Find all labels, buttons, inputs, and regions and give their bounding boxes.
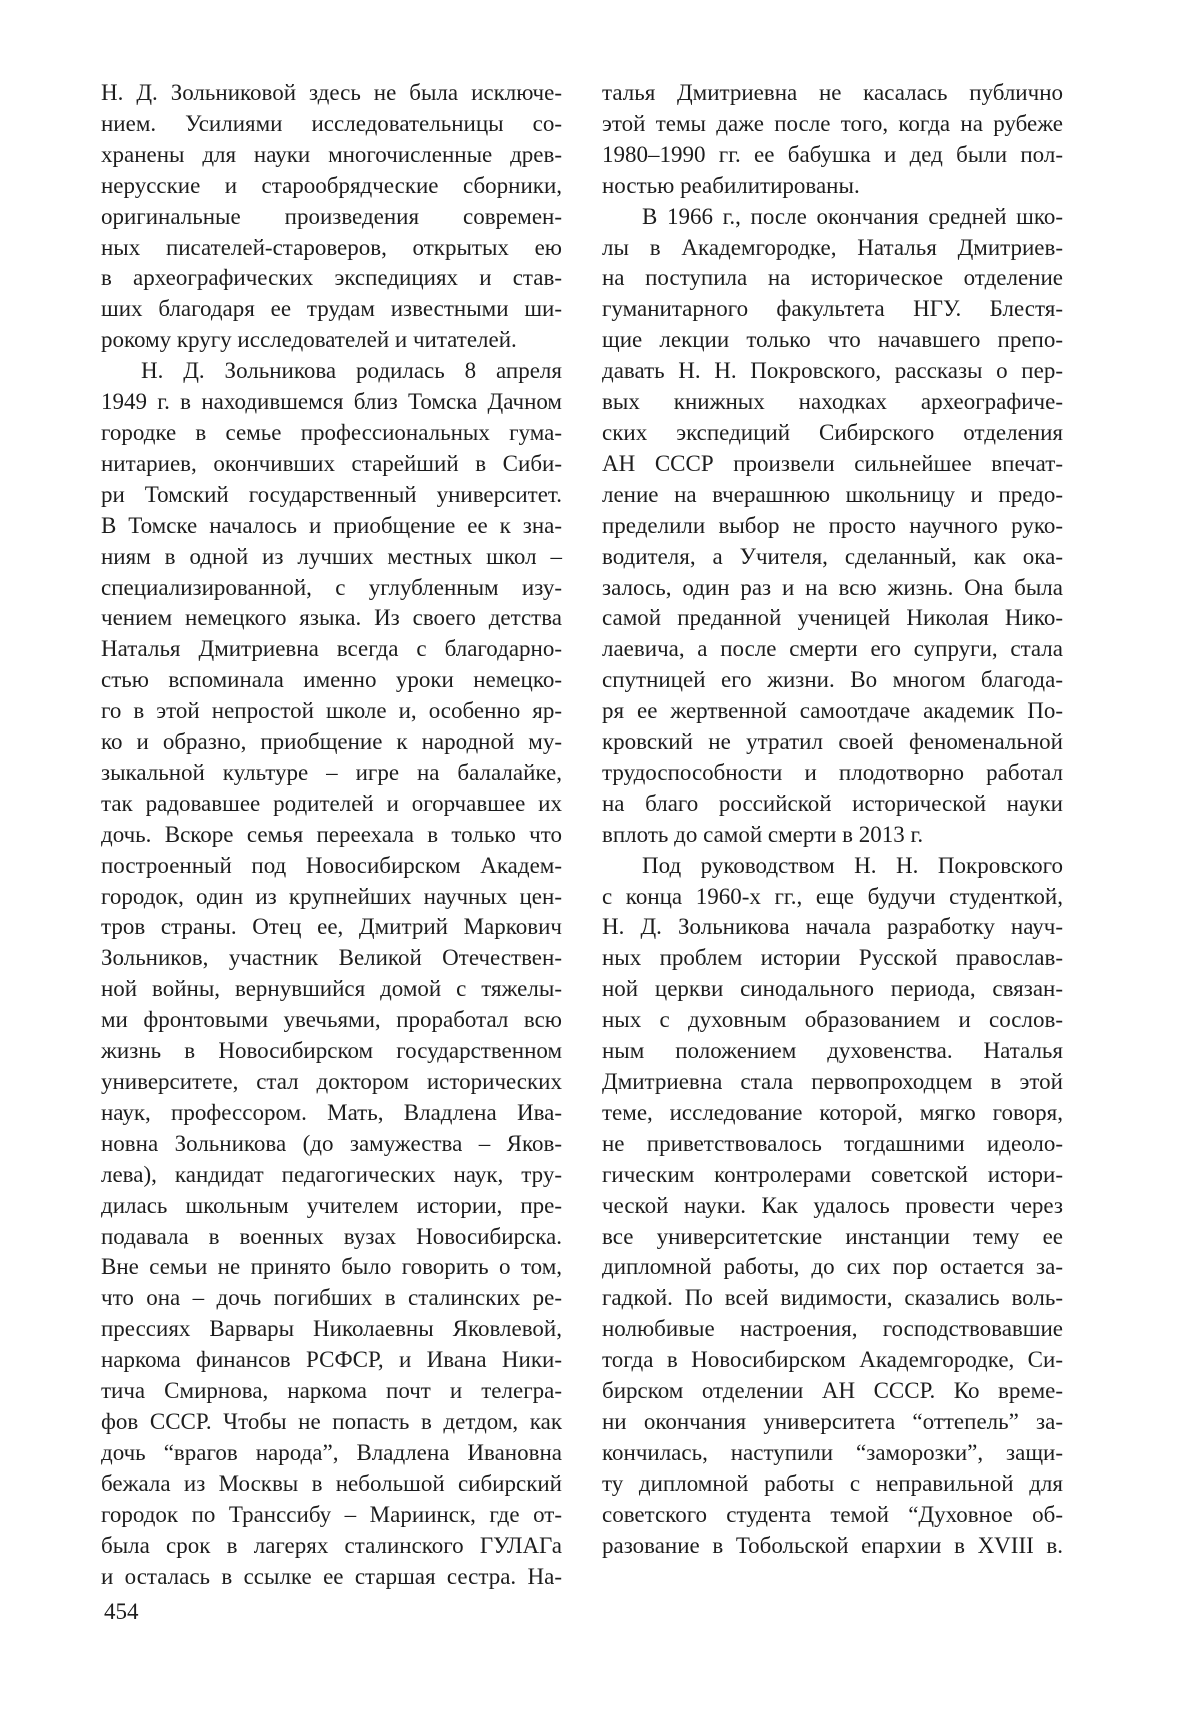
page-number: 454 <box>104 1599 139 1624</box>
text-line: хранены для науки многочисленные древ- <box>101 141 562 167</box>
text-line: ри Томский государственный университет. <box>101 481 562 507</box>
text-line: теме, исследование которой, мягко говоря, <box>602 1099 1063 1125</box>
text-column-right <box>602 78 1063 1592</box>
text-line: дочь. Вскоре семья переехала в только что <box>101 821 562 847</box>
text-line: городок по Транссибу – Мариинск, где от- <box>101 1501 562 1527</box>
text-line: В Томске началось и приобщение ее к зна- <box>101 512 562 538</box>
text-line: Наталья Дмитриевна всегда с благодарно- <box>101 636 562 662</box>
text-line: разование в Тобольской епархии в XVIII в. <box>602 1532 1063 1558</box>
text-line: с конца 1960-х гг., еще будучи студенткой, <box>602 883 1063 909</box>
text-line: Н. Д. Зольникова родилась 8 апреля <box>141 358 562 384</box>
text-line: кровский не утратил своей феноменальной <box>602 729 1063 755</box>
text-line: щие лекции только что начавшего препо- <box>602 327 1063 353</box>
text-line: университете, стал доктором исторических <box>101 1069 562 1094</box>
text-line: В 1966 г., после окончания средней шко- <box>642 203 1063 229</box>
text-line: АН СССР произвели сильнейшее впечат- <box>602 450 1063 476</box>
text-line: ту дипломной работы с неправильной для <box>602 1470 1063 1496</box>
text-line: ной войны, вернувшийся домой с тяжелы- <box>101 976 562 1002</box>
text-line: вплоть до самой смерти в 2013 г. <box>602 821 924 847</box>
text-line: ских экспедиций Сибирского отделения <box>602 419 1063 445</box>
text-line: ным положением духовенства. Наталья <box>602 1038 1063 1064</box>
text-line: не приветствовалось тогдашними идеоло- <box>602 1130 1063 1156</box>
text-line: городок, один из крупнейших научных цен- <box>101 883 562 909</box>
text-line: Зольников, участник Великой Отечествен- <box>101 945 562 971</box>
text-line: Н. Д. Зольникова начала разработку науч- <box>602 914 1063 940</box>
text-line: стью вспоминала именно уроки немецко- <box>101 667 562 693</box>
text-line: нитариев, окончивших старейший в Сиби- <box>101 450 562 476</box>
text-columns <box>101 78 1063 1592</box>
text-line: лаевича, а после смерти его супруги, стала <box>602 636 1063 662</box>
text-line: ных писателей-староверов, открытых ею <box>101 234 562 260</box>
text-line: наук, профессором. Мать, Владлена Ива- <box>101 1099 562 1125</box>
text-line: 1949 г. в находившемся близ Томска Дачном <box>101 389 562 415</box>
text-line: городке в семье профессиональных гума- <box>101 419 562 445</box>
text-line: тров страны. Отец ее, Дмитрий Маркович <box>101 914 562 940</box>
text-line: дипломной работы, до сих пор остается за- <box>602 1254 1063 1280</box>
text-line: зыкальной культуре – игре на балалайке, <box>101 759 562 785</box>
text-line: Дмитриевна стала первопроходцем в этой <box>602 1069 1063 1094</box>
text-line: ностью реабилитированы. <box>602 172 860 198</box>
text-line: нерусские и старообрядческие сборники, <box>101 172 562 198</box>
text-line: тича Смирнова, наркома почт и телегра- <box>101 1378 562 1404</box>
text-line: пределили выбор не просто научного руко- <box>602 512 1063 538</box>
text-line: что она – дочь погибших в сталинских ре- <box>101 1285 562 1311</box>
text-line: нием. Усилиями исследовательницы со- <box>101 110 562 136</box>
text-line: ря ее жертвенной самоотдаче академик По- <box>602 698 1063 724</box>
text-line: на поступила на историческое отделение <box>602 265 1063 291</box>
text-line: бирском отделении АН СССР. Ко време- <box>602 1378 1063 1404</box>
text-line: спутницей его жизни. Во многом благода- <box>602 667 1063 693</box>
text-line: на благо российской исторической науки <box>602 790 1063 816</box>
text-line: ческой науки. Как удалось провести через <box>602 1192 1063 1218</box>
text-line: подавала в военных вузах Новосибирска. <box>101 1223 562 1249</box>
text-line: ни окончания университета “оттепель” за- <box>602 1408 1063 1434</box>
text-line: фов СССР. Чтобы не попасть в детдом, как <box>101 1408 562 1434</box>
text-line: все университетские инстанции тему ее <box>602 1223 1063 1249</box>
text-line: ление на вчерашнюю школьницу и предо- <box>602 481 1063 507</box>
text-line: залось, один раз и на всю жизнь. Она была <box>602 574 1063 600</box>
text-line: нолюбивые настроения, господствовавшие <box>602 1316 1063 1342</box>
text-line: дилась школьным учителем истории, пре- <box>101 1192 562 1218</box>
text-line: и осталась в ссылке ее старшая сестра. На- <box>101 1563 562 1589</box>
text-line: специализированной, с углубленным изу- <box>101 574 562 600</box>
text-line: кончилась, наступили “заморозки”, защи- <box>602 1439 1063 1465</box>
text-line: оригинальные произведения современ- <box>101 203 562 229</box>
text-line: трудоспособности и плодотворно работал <box>602 759 1063 785</box>
text-line: ниям в одной из лучших местных школ – <box>101 543 562 569</box>
text-line: была срок в лагерях сталинского ГУЛАГа <box>101 1532 562 1558</box>
text-line: бежала из Москвы в небольшой сибирский <box>101 1470 562 1496</box>
text-line: прессиях Варвары Николаевны Яковлевой, <box>101 1316 562 1342</box>
text-line: лева), кандидат педагогических наук, тру- <box>101 1161 562 1187</box>
text-line: вых книжных находках археографиче- <box>602 389 1063 415</box>
text-line: самой преданной ученицей Николая Нико- <box>602 605 1063 631</box>
text-line: тогда в Новосибирском Академгородке, Си- <box>602 1347 1063 1373</box>
text-line: гическим контролерами советской истори- <box>602 1161 1063 1187</box>
text-line: ных проблем истории Русской православ- <box>602 945 1063 971</box>
text-line: ших благодаря ее трудам известными ши- <box>101 296 562 322</box>
text-line: дочь “врагов народа”, Владлена Ивановна <box>101 1439 562 1465</box>
text-line: Под руководством Н. Н. Покровского <box>642 852 1063 878</box>
text-line: этой темы даже после того, когда на рубеже <box>602 110 1063 136</box>
text-line: талья Дмитриевна не касалась публично <box>602 80 1063 105</box>
text-line: водителя, а Учителя, сделанный, как ока- <box>602 543 1063 569</box>
text-column-left <box>101 78 562 1592</box>
text-line: чением немецкого языка. Из своего детства <box>101 605 562 631</box>
text-line: построенный под Новосибирском Академ- <box>101 852 562 878</box>
text-line: 1980–1990 гг. ее бабушка и дед были пол- <box>602 141 1063 167</box>
text-line: так радовавшее родителей и огорчавшее их <box>101 790 562 816</box>
text-line: ной церкви синодального периода, связан- <box>602 976 1063 1002</box>
text-line: рокому кругу исследователей и читателей. <box>101 327 517 353</box>
text-line: советского студента темой “Духовное об- <box>602 1501 1063 1527</box>
text-line: гадкой. По всей видимости, сказались воль- <box>602 1285 1063 1311</box>
text-line: жизнь в Новосибирском государственном <box>101 1038 562 1064</box>
text-line: новна Зольникова (до замужества – Яков- <box>101 1130 562 1156</box>
text-line: ко и образно, приобщение к народной му- <box>101 729 562 755</box>
text-line: го в этой непростой школе и, особенно яр- <box>101 698 562 724</box>
text-line: Вне семьи не принято было говорить о том, <box>101 1254 562 1280</box>
text-line: наркома финансов РСФСР, и Ивана Ники- <box>101 1347 562 1373</box>
text-line: в археографических экспедициях и став- <box>101 265 562 291</box>
text-line: давать Н. Н. Покровского, рассказы о пер- <box>602 358 1063 384</box>
text-line: ми фронтовыми увечьями, проработал всю <box>101 1007 562 1033</box>
text-line: лы в Академгородке, Наталья Дмитриев- <box>602 234 1063 260</box>
text-line: Н. Д. Зольниковой здесь не была исключе- <box>101 80 562 105</box>
text-line: гуманитарного факультета НГУ. Блестя- <box>602 296 1063 322</box>
text-line: ных с духовным образованием и сослов- <box>602 1007 1063 1033</box>
